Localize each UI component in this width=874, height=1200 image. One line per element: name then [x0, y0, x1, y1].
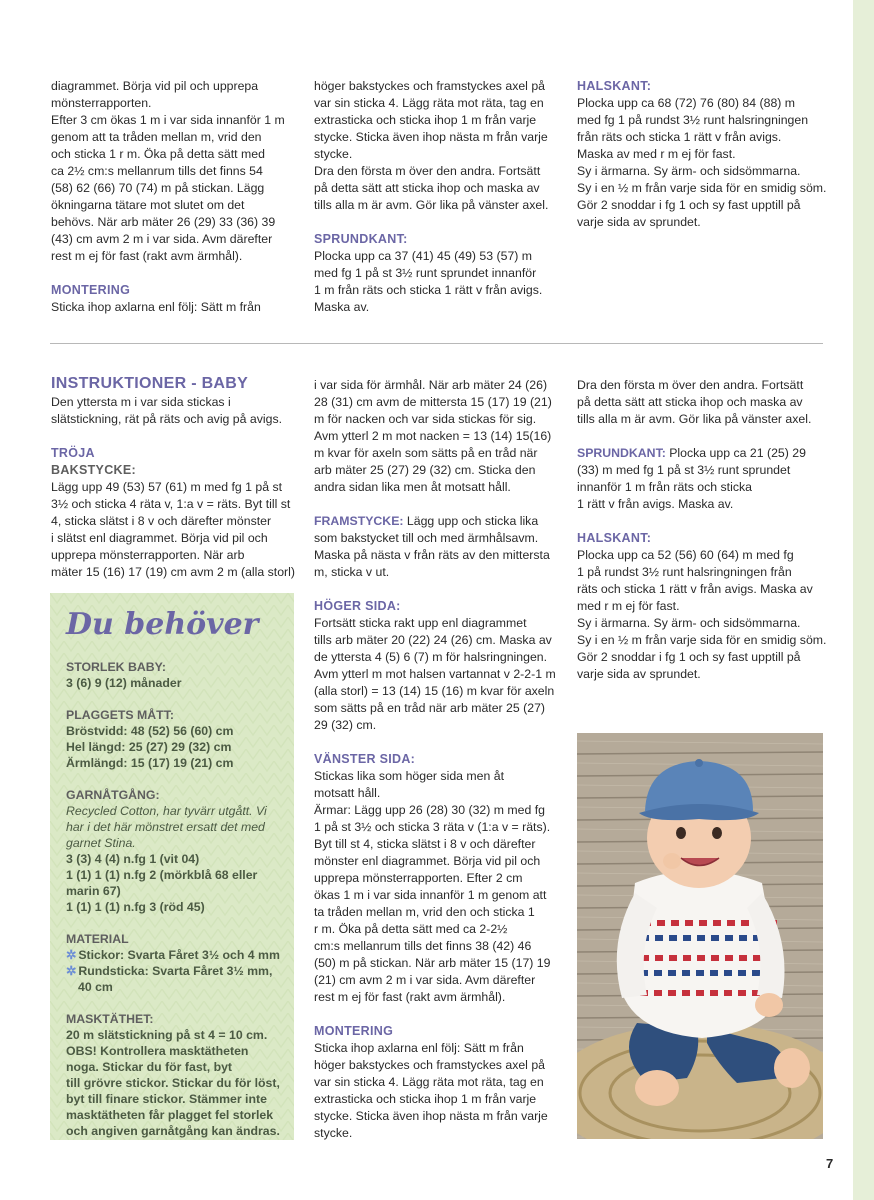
text-line: (58) 62 (66) 70 (74) m på stickan. Lägg: [51, 181, 265, 195]
text-line: höger bakstyckes och framstyckes axel på: [314, 79, 546, 93]
text-line: som bakstycket till och med ärmhålsavm.: [314, 531, 539, 545]
text-line: Sy i ärmarna. Sy ärm- och sidsömmarna.: [577, 164, 801, 178]
snowflake-bullet-icon: ✲: [66, 948, 77, 962]
text-line: upprepa mönsterrapporten. Efter 2 cm: [314, 871, 523, 885]
materials-box: [50, 593, 294, 1140]
garn-heading: GARNÅTGÅNG:: [66, 788, 160, 802]
section-heading-montering-baby: MONTERING: [314, 1024, 394, 1038]
sprundkant-heading: SPRUNDKANT:: [577, 446, 666, 460]
sprundkant-para: [577, 445, 847, 462]
text-line: innanför 1 m från räts och sticka: [577, 480, 752, 494]
section-heading-montering: MONTERING: [51, 283, 131, 297]
text-line: tills alla m är avm. Gör lika på vänster axel.: [577, 412, 812, 426]
top-column-1: [51, 78, 291, 316]
text-line: mönster enl diagrammet. Börja vid pil och: [314, 854, 541, 868]
text-line: m, sticka v ut.: [314, 565, 390, 579]
section-heading-troja: TRÖJA: [51, 446, 95, 460]
text-line: Plocka upp ca 68 (72) 76 (80) 84 (88) m: [577, 96, 796, 110]
matt-heading: PLAGGETS MÅTT:: [66, 708, 174, 722]
section-divider: [50, 343, 823, 344]
text-line: med fg 1 på rundst 3½ runt halsringningen: [577, 113, 809, 127]
text-line: (43) cm avm 2 m i var sida. Avm därefter: [51, 232, 273, 246]
text-line: Sticka ihop axlarna enl följ: Sätt m från: [51, 300, 261, 314]
matt-line: Hel längd: 25 (27) 29 (32) cm: [66, 740, 232, 754]
garn-note: Recycled Cotton, har tyvärr utgått. Vi har i det här mönstret ersatt det med garnet Stina.: [66, 804, 267, 850]
text-line: i slätst enl diagrammet. Börja vid pil och: [51, 531, 268, 545]
matt-line: Bröstvidd: 48 (52) 56 (60) cm: [66, 724, 234, 738]
text-line: diagrammet. Börja vid pil och upprepa: [51, 79, 259, 93]
text-line: rest m ej för fast (rakt avm ärmhål).: [314, 990, 506, 1004]
storlek-value: 3 (6) 9 (12) månader: [66, 676, 182, 690]
text-line: räts och sticka 1 rätt v från avigs. Maska av: [577, 582, 813, 596]
mask-line: och angiven garnåtgång kan ändras.: [66, 1124, 280, 1138]
text-line: mönsterrapporten.: [51, 96, 152, 110]
bottom-column-1: [51, 374, 301, 581]
bottom-column-3: [577, 377, 847, 683]
text-line: 28 (31) cm avm de mittersta 15 (17) 19 (21): [314, 395, 552, 409]
text-line: stycke.: [314, 1126, 353, 1140]
text-line: stycke. Sticka även ihop nästa m från varje: [314, 1109, 548, 1123]
top-column-3: [577, 78, 847, 231]
text-line: Sy i en ½ m från varje sida för en smidig söm.: [577, 181, 827, 195]
section-heading-vanster: VÄNSTER SIDA:: [314, 752, 416, 766]
instructions-title: INSTRUKTIONER - BABY: [51, 375, 249, 392]
text-line: Maska av med r m ej för fast.: [577, 147, 736, 161]
page-edge-band: [853, 0, 874, 1200]
page-number: 7: [826, 1156, 834, 1171]
text-line: som sätts på en tråd när arb mäter 25 (27): [314, 701, 546, 715]
text-line: i var sida för ärmhål. När arb mäter 24 (26): [314, 378, 548, 392]
text-line: rest m ej för fast (rakt avm ärmhål).: [51, 249, 243, 263]
text-line: 1 på st 3½ och sticka 3 räta v (1:a v = räts).: [314, 820, 551, 834]
text-line: Maska på nästa v från räts av den mittersta: [314, 548, 550, 562]
text-line: tills alla m är avm. Gör lika på vänster axel.: [314, 198, 549, 212]
text-line: extrasticka och sticka ihop 1 m från varje: [314, 113, 537, 127]
text-line: varje sida av sprundet.: [577, 215, 701, 229]
text-line: Sy i en ½ m från varje sida för en smidig söm.: [577, 633, 827, 647]
matt-line: Ärmlängd: 15 (17) 19 (21) cm: [66, 756, 234, 770]
text-line: Ärmar: Lägg upp 26 (28) 30 (32) m med fg: [314, 803, 546, 817]
text-line: Avm ytterl m mot halsen vartannat v 2-2-1 m: [314, 667, 556, 681]
baby-photo-illustration: [577, 733, 823, 1139]
text-line: Den yttersta m i var sida stickas i: [51, 395, 231, 409]
text-line: Gör 2 snoddar i fg 1 och sy fast upptill på: [577, 650, 801, 664]
garn-line: 3 (3) 4 (4) n.fg 1 (vit 04): [66, 852, 200, 866]
text-line: andra sidan lika men åt motsatt håll.: [314, 480, 511, 494]
material-item: [66, 963, 284, 995]
text-line: var sin sticka 4. Lägg räta mot räta, tag en: [314, 1075, 544, 1089]
text-line: 3½ och sticka 4 räta v, 1:a v = räts. Byt till st: [51, 497, 291, 511]
garn-line: 1 (1) 1 (1) n.fg 2 (mörkblå 68 eller marin 67): [66, 868, 258, 898]
text-line: och sticka 1 r m. Öka på detta sätt med: [51, 147, 265, 161]
text-line: slätstickning, rät på räts och avig på avigs.: [51, 412, 283, 426]
text-line: ca 2½ cm:s mellanrum tills det finns 54: [51, 164, 263, 178]
section-heading-sprundkant: SPRUNDKANT:: [314, 232, 408, 246]
text-inline: Plocka upp ca 21 (25) 29: [665, 446, 806, 460]
text-line: 1 m från räts och sticka 1 rätt v från avigs.: [314, 283, 543, 297]
text-line: Sy i ärmarna. Sy ärm- och sidsömmarna.: [577, 616, 801, 630]
text-line: upprepa mönsterrapporten. När arb: [51, 548, 245, 562]
text-line: motsatt håll.: [314, 786, 381, 800]
text-line: Fortsätt sticka rakt upp enl diagrammet: [314, 616, 527, 630]
text-line: m kvar för axeln som sätts på en tråd när: [314, 446, 538, 460]
text-line: tills arb mäter 20 (22) 24 (26) cm. Maska av: [314, 633, 552, 647]
text-line: höger bakstyckes och framstyckes axel på: [314, 1058, 546, 1072]
baby-photo: [577, 733, 823, 1139]
text-line: (alla storl) = 13 (14) 15 (16) m kvar för axeln: [314, 684, 555, 698]
text-line: r m. Öka på detta sätt med ca 2-2½: [314, 922, 508, 936]
text-line: arb mäter 25 (27) 29 (32) cm. Sticka den: [314, 463, 536, 477]
top-col1-lines: [51, 78, 291, 265]
text-line: Dra den första m över den andra. Fortsätt: [314, 164, 541, 178]
text-line: Sticka ihop axlarna enl följ: Sätt m från: [314, 1041, 524, 1055]
text-line: (50) m på stickan. När arb mäter 15 (17) 19: [314, 956, 551, 970]
text-line: Plocka upp ca 37 (41) 45 (49) 53 (57) m: [314, 249, 533, 263]
box-title: Du behöver: [66, 607, 259, 642]
snowflake-bullet-icon: ✲: [66, 964, 77, 978]
section-heading-halskant-baby: HALSKANT:: [577, 531, 652, 545]
text-line: stycke.: [314, 147, 353, 161]
text-line: genom att ta tråden mellan m, vrid den: [51, 130, 262, 144]
text-line: varje sida av sprundet.: [577, 667, 701, 681]
material-item-text: Rundsticka: Svarta Fåret 3½ mm, 40 cm: [78, 964, 273, 994]
materials-box-content: [66, 603, 284, 1139]
text-line: mäter 15 (16) 17 (19) cm avm 2 m (alla storl): [51, 565, 295, 579]
section-heading-hoger: HÖGER SIDA:: [314, 599, 401, 613]
mask-line: 20 m slätstickning på st 4 = 10 cm.: [66, 1028, 268, 1042]
storlek-heading: STORLEK BABY:: [66, 660, 166, 674]
text-line: ökas 1 m i var sida innanför 1 m genom att: [314, 888, 547, 902]
text-line: extrasticka och sticka ihop 1 m från varje: [314, 1092, 537, 1106]
mask-line: masktätheten får plagget fel storlek: [66, 1108, 274, 1122]
text-line: stycke. Sticka även ihop nästa m från varje: [314, 130, 548, 144]
text-line: på detta sätt att sticka ihop och maska av: [577, 395, 803, 409]
material-item: [66, 947, 284, 963]
text-line: 4, sticka slätst i 8 v och därefter mönster: [51, 514, 272, 528]
material-heading: MATERIAL: [66, 932, 129, 946]
text-line: de yttersta 4 (5) 6 (7) m för halsringningen.: [314, 650, 548, 664]
mask-heading: MASKTÄTHET:: [66, 1012, 154, 1026]
text-line: cm:s mellanrum tills det finns 38 (42) 46: [314, 939, 532, 953]
text-line: på detta sätt att sticka ihop och maska av: [314, 181, 540, 195]
text-line: (21) cm avm 2 m i var sida. Avm därefter: [314, 973, 536, 987]
mask-line: noga. Stickar du för fast, byt: [66, 1060, 233, 1074]
text-line: Stickas lika som höger sida men åt: [314, 769, 505, 783]
text-line: Byt till st 4, sticka slätst i 8 v och därefter: [314, 837, 536, 851]
top-column-2: [314, 78, 564, 316]
framstycke-para: [314, 513, 564, 530]
material-item-text: Stickor: Svarta Fåret 3½ och 4 mm: [78, 948, 280, 962]
framstycke-heading: FRAMSTYCKE:: [314, 514, 404, 528]
text-line: från räts och sticka 1 rätt v från avigs.: [577, 130, 782, 144]
text-line: 29 (32) cm.: [314, 718, 377, 732]
text-line: ökningarna tätare mot slutet om det: [51, 198, 245, 212]
text-line: Dra den första m över den andra. Fortsätt: [577, 378, 804, 392]
mask-line: till grövre stickor. Stickar du för löst,: [66, 1076, 280, 1090]
text-line: med fg 1 på st 3½ runt sprundet innanför: [314, 266, 537, 280]
text-line: 1 på rundst 3½ runt halsringningen från: [577, 565, 792, 579]
text-line: m för nacken och var sida stickas för sig.: [314, 412, 537, 426]
mask-line: byt till finare stickor. Stämmer inte: [66, 1092, 267, 1106]
text-line: Plocka upp ca 52 (56) 60 (64) m med fg: [577, 548, 794, 562]
text-line: Efter 3 cm ökas 1 m i var sida innanför 1 m: [51, 113, 285, 127]
text-line: var sin sticka 4. Lägg räta mot räta, tag en: [314, 96, 544, 110]
section-heading-halskant: HALSKANT:: [577, 79, 652, 93]
section-heading-bakstycke: BAKSTYCKE:: [51, 463, 136, 477]
text-line: ta tråden mellan m, vrid den och sticka 1: [314, 905, 535, 919]
text-line: med r m ej för fast.: [577, 599, 680, 613]
text-inline: Lägg upp och sticka lika: [403, 514, 539, 528]
text-line: 1 rätt v från avigs. Maska av.: [577, 497, 734, 511]
text-line: Lägg upp 49 (53) 57 (61) m med fg 1 på st: [51, 480, 283, 494]
text-line: Gör 2 snoddar i fg 1 och sy fast upptill på: [577, 198, 801, 212]
bottom-column-2: [314, 377, 564, 1142]
text-line: Avm ytterl 2 m mot nacken = 13 (14) 15(16): [314, 429, 552, 443]
garn-line: 1 (1) 1 (1) n.fg 3 (röd 45): [66, 900, 205, 914]
text-line: (33) m med fg 1 på st 3½ runt sprundet: [577, 463, 791, 477]
mask-line: OBS! Kontrollera masktätheten: [66, 1044, 249, 1058]
text-line: behövs. När arb mäter 26 (29) 33 (36) 39: [51, 215, 276, 229]
text-line: Maska av.: [314, 300, 370, 314]
